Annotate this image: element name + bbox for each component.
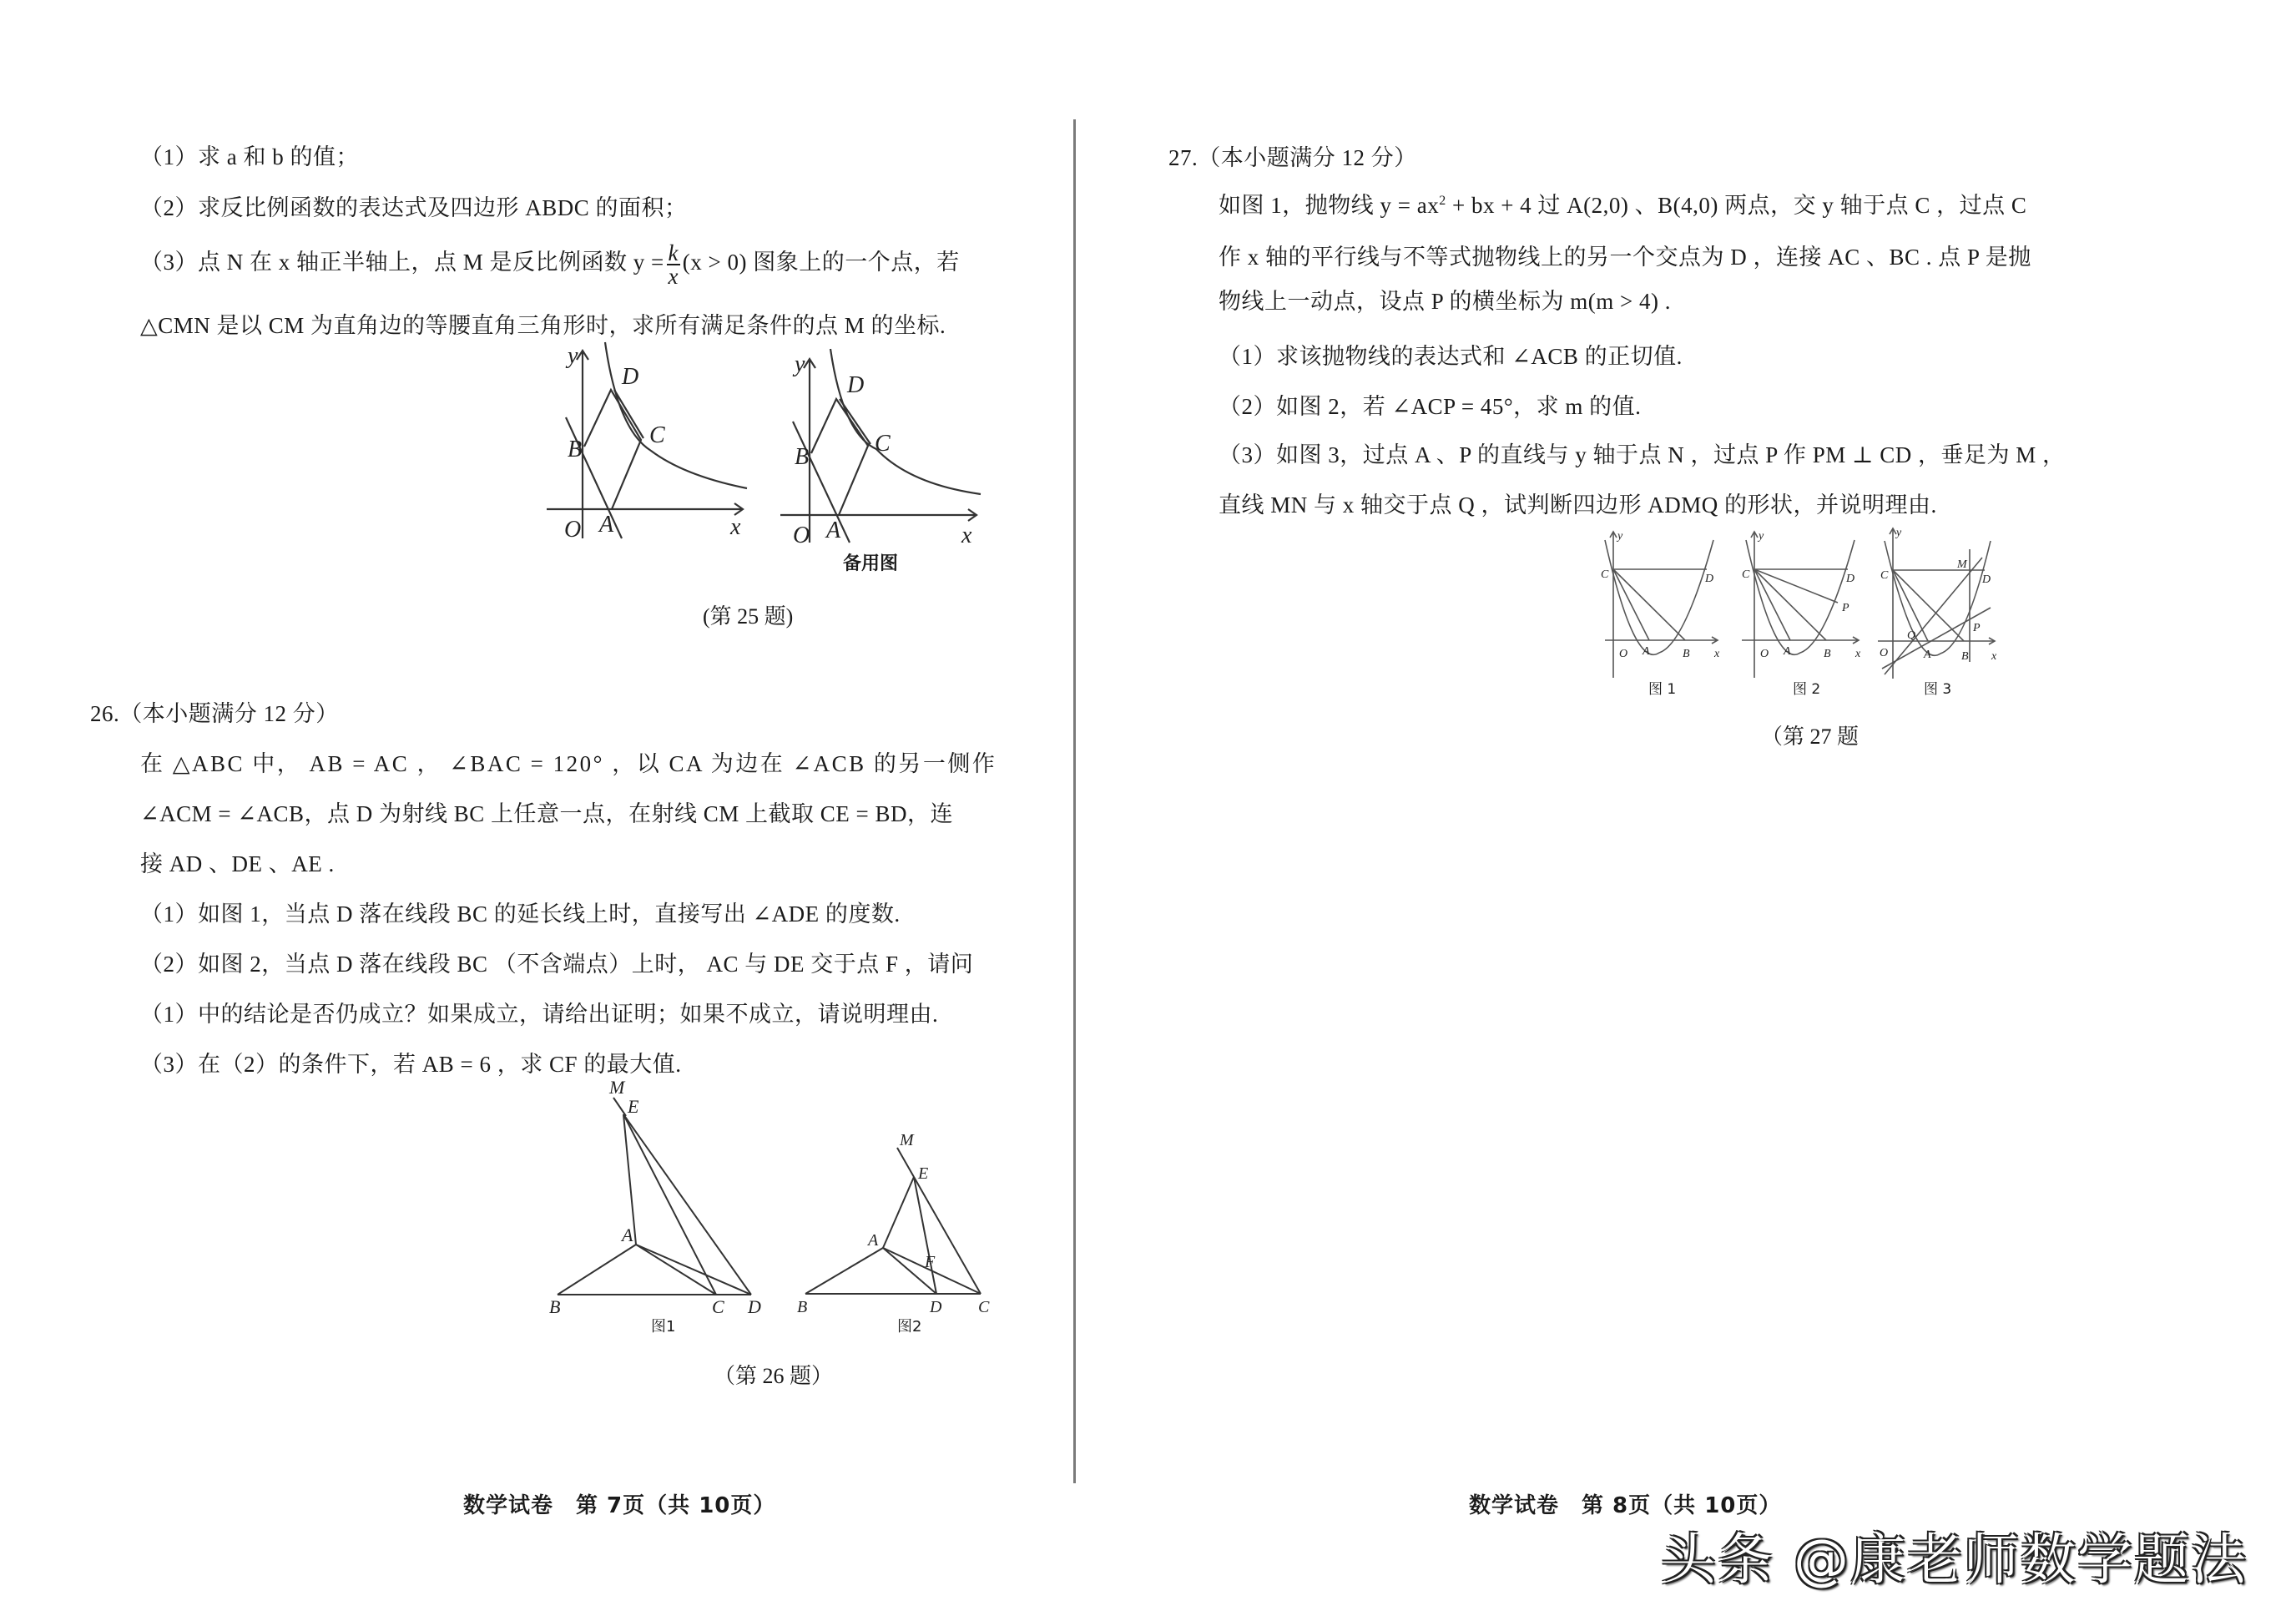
svg-text:P: P (1842, 602, 1849, 614)
svg-text:C: C (1742, 568, 1750, 581)
svg-text:O: O (1760, 648, 1769, 660)
svg-text:B: B (1824, 648, 1831, 660)
svg-text:M: M (1957, 558, 1967, 571)
svg-text:B: B (795, 444, 810, 470)
page-divider (1073, 119, 1076, 1483)
q27-stem-line3: 物线上一动点，设点 P 的横坐标为 m(m > 4) . (1219, 289, 1671, 314)
q26-header: 26.（本小题满分 12 分） (90, 701, 339, 726)
svg-text:F: F (925, 1253, 936, 1271)
watermark: 头条 @康老师数学题法 (1661, 1528, 2248, 1592)
svg-text:B: B (1961, 650, 1969, 663)
q26-caption: （第 26 题） (714, 1364, 834, 1388)
q26-fig1-caption: 图1 (651, 1318, 676, 1336)
svg-text:A: A (826, 518, 841, 543)
svg-text:A: A (622, 1225, 633, 1245)
svg-text:O: O (564, 517, 582, 543)
svg-text:A: A (599, 512, 614, 538)
q26-sub2-line1: （2）如图 2，当点 D 落在线段 BC （不含端点）上时， AC 与 DE 交于点 F ，请问 (140, 952, 974, 977)
q27-sub1: （1）求该抛物线的表达式和 ∠ACB 的正切值. (1219, 344, 1683, 369)
svg-text:D: D (748, 1296, 761, 1317)
q27-fig3-caption: 图 3 (1924, 681, 1952, 698)
svg-text:C: C (712, 1296, 724, 1317)
q26-stem-line3: 接 AD 、DE 、AE . (140, 851, 335, 876)
svg-text:M: M (900, 1131, 914, 1149)
svg-text:Q: Q (1907, 629, 1916, 642)
svg-text:B: B (797, 1298, 808, 1316)
q27-figure-3 (1878, 524, 2003, 679)
q25-figure-spare (776, 342, 1002, 551)
svg-text:C: C (649, 422, 665, 448)
q26-sub3: （3）在（2）的条件下，若 AB = 6 ，求 CF 的最大值. (140, 1052, 682, 1077)
q27-fig2-caption: 图 2 (1793, 681, 1821, 698)
svg-text:A: A (868, 1231, 879, 1250)
q25-sub3 (140, 242, 960, 287)
svg-text:x: x (1714, 648, 1720, 660)
svg-text:E: E (918, 1164, 929, 1183)
q26-sub1: （1）如图 1，当点 D 落在线段 BC 的延长线上时，直接写出 ∠ADE 的度数. (140, 901, 901, 927)
left-page-footer: 数学试卷 第 7页（共 10页） (463, 1493, 776, 1518)
q27-caption: （第 27 题 (1761, 725, 1860, 749)
q25-sub3-text1: （3）点 N 在 x 轴正半轴上，点 M 是反比例函数 y = (140, 250, 664, 275)
svg-text:E: E (628, 1096, 639, 1117)
q26-figure-2 (793, 1127, 993, 1319)
svg-text:C: C (875, 431, 891, 457)
svg-text:x: x (1991, 650, 1997, 663)
svg-text:D: D (622, 364, 639, 390)
q25-caption: (第 25 题) (703, 604, 794, 629)
svg-text:P: P (1973, 622, 1981, 634)
svg-text:y: y (1617, 530, 1623, 543)
svg-text:x: x (730, 514, 741, 540)
svg-text:D: D (1982, 573, 1991, 586)
q27-stem-line1: 如图 1，抛物线 $y = ax^2$ + bx + 4 过 A(2,0) 、B(4,0) 两点，交 y 轴于点 C ，过点 C (1219, 193, 2027, 218)
right-page-footer: 数学试卷 第 8页（共 10页） (1469, 1493, 1782, 1518)
svg-text:C: C (1880, 569, 1889, 582)
svg-text:O: O (1619, 648, 1628, 660)
svg-text:M: M (609, 1081, 625, 1098)
q26-fig2-caption: 图2 (897, 1318, 922, 1336)
q27-header: 27.（本小题满分 12 分） (1168, 145, 1417, 170)
svg-text:A: A (1924, 649, 1931, 661)
q26-sub2-line2: （1）中的结论是否仍成立？如果成立，请给出证明；如果不成立，请说明理由. (140, 1002, 939, 1027)
q26-stem-line2: ∠ACM = ∠ACB，点 D 为射线 BC 上任意一点，在射线 CM 上截取 CE = BD，连 (140, 801, 954, 826)
svg-text:x: x (961, 523, 972, 548)
svg-text:O: O (1880, 647, 1889, 659)
svg-text:O: O (793, 523, 810, 548)
svg-text:A: A (1643, 645, 1650, 658)
svg-text:D: D (1846, 573, 1855, 585)
q25-sub2: （2）求反比例函数的表达式及四边形 ABDC 的面积； (140, 195, 688, 220)
svg-text:B: B (1683, 648, 1690, 660)
svg-text:x: x (1855, 648, 1861, 660)
svg-text:A: A (1784, 645, 1791, 658)
q27-sub2: （2）如图 2，若 ∠ACP = 45°，求 m 的值. (1219, 394, 1642, 419)
q27-sub3-line1: （3）如图 3，过点 A 、P 的直线与 y 轴于点 N ，过点 P 作 PM ⊥ CD ，垂足为 M ， (1219, 442, 2066, 467)
svg-text:D: D (847, 372, 865, 398)
q25-sub1: （1）求 a 和 b 的值； (140, 144, 359, 169)
q27-sub3-line2: 直线 MN 与 x 轴交于点 Q ，试判断四边形 ADMQ 的形状，并说明理由. (1219, 492, 1937, 518)
q25-sub3-line2: △CMN 是以 CM 为直角边的等腰直角三角形时，求所有满足条件的点 M 的坐标. (140, 313, 946, 338)
q26-stem-line1: 在 △ABC 中， AB = AC ， ∠BAC = 120° ，以 CA 为边在 ∠ACB 的另一侧作 (140, 751, 997, 776)
q25-figure-main (542, 338, 768, 547)
svg-text:B: B (568, 437, 583, 462)
svg-text:C: C (978, 1298, 990, 1316)
svg-text:y: y (1896, 527, 1902, 539)
fraction-k-over-x: $\frac{k}{x}$ (668, 240, 679, 289)
svg-text:y: y (1759, 530, 1764, 543)
svg-text:C: C (1601, 568, 1609, 581)
svg-text:y: y (568, 343, 578, 369)
svg-text:y: y (795, 351, 805, 377)
svg-text:B: B (549, 1296, 561, 1317)
q26-figure-1 (542, 1081, 793, 1323)
q25-sub3-text2: (x > 0) 图象上的一个点，若 (682, 250, 960, 275)
q27-figure-2 (1742, 528, 1867, 678)
spare-figure-caption: 备用图 (843, 553, 899, 574)
q27-fig1-caption: 图 1 (1648, 681, 1677, 698)
q27-figure-1 (1601, 528, 1726, 678)
svg-text:D: D (1705, 573, 1714, 585)
svg-text:D: D (930, 1298, 942, 1316)
q27-stem-line2: 作 x 轴的平行线与不等式抛物线上的另一个交点为 D ，连接 AC 、BC . 点 P 是抛 (1219, 245, 2031, 270)
